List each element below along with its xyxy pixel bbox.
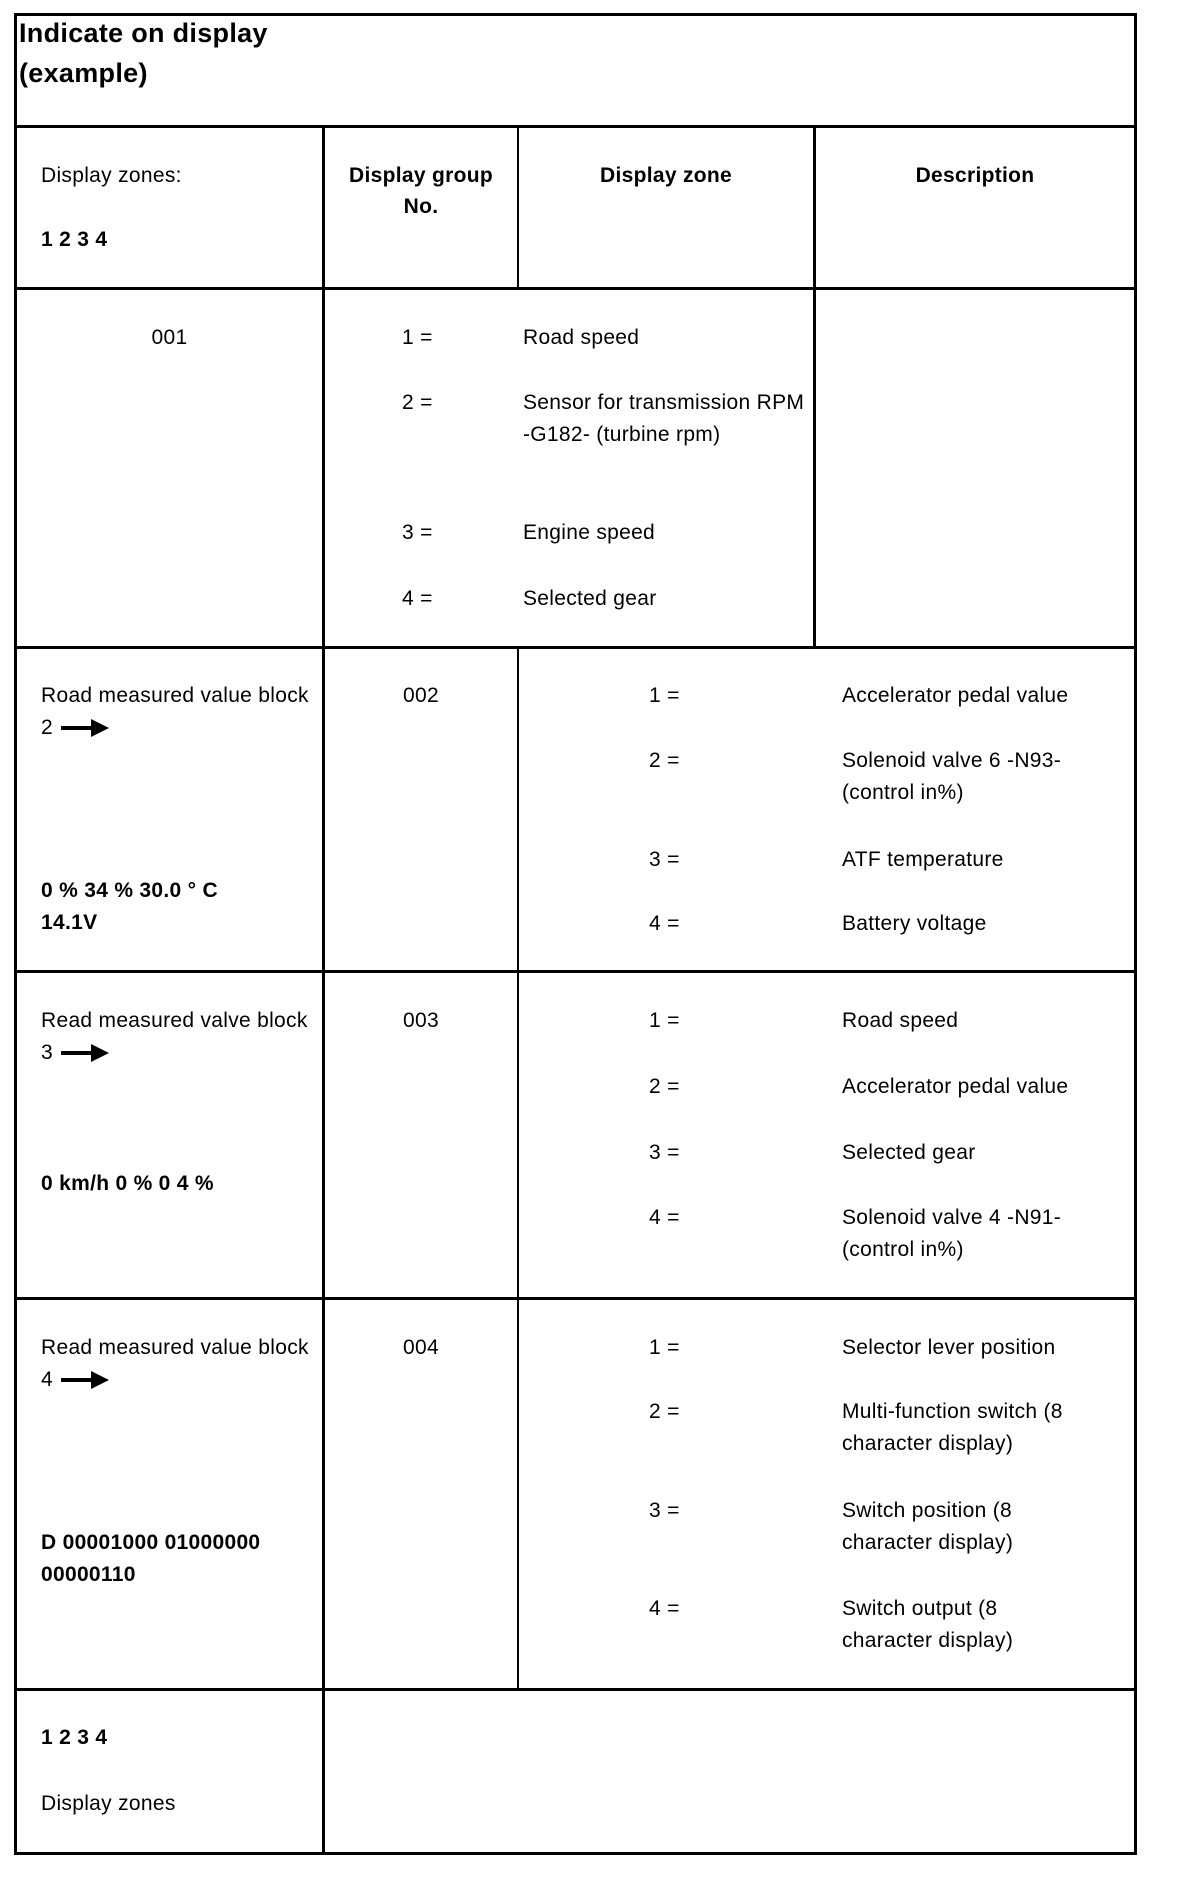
read-block-text: Read measured valve block 3 <box>41 1009 308 1064</box>
header-display-zone: Display zone <box>600 164 732 187</box>
zone-text: Road speed <box>842 1009 959 1032</box>
read-block-label <box>41 680 311 744</box>
row-divider <box>14 125 1137 128</box>
zone-eq: 3 = <box>402 521 433 544</box>
zone-eq: 2 = <box>649 749 680 772</box>
zone-text: Accelerator pedal value <box>842 1075 1069 1098</box>
zone-eq: 3 = <box>649 848 680 871</box>
read-block-label <box>41 1332 311 1396</box>
footer-display-zones-label: Display zones <box>41 1792 176 1815</box>
row-divider <box>14 287 1137 290</box>
zone-eq: 4 = <box>649 912 680 935</box>
arrow-right-icon <box>61 718 109 738</box>
arrow-right-icon <box>61 1370 109 1390</box>
group-number: 002 <box>403 684 439 707</box>
read-block-text: Read measured value block 4 <box>41 1336 309 1391</box>
zone-text: Battery voltage <box>842 912 987 935</box>
table-border-bottom <box>14 1852 1137 1855</box>
zone-text: Accelerator pedal value <box>842 684 1069 707</box>
zone-text: Switch output (8 character display) <box>842 1597 1014 1652</box>
zone-text: Road speed <box>523 326 640 349</box>
zone-eq: 2 = <box>402 391 433 414</box>
title-line: Indicate on display <box>19 18 268 48</box>
header-description: Description <box>915 164 1035 187</box>
zone-text: Selected gear <box>842 1141 976 1164</box>
header-text: Display group <box>349 164 493 187</box>
column-divider <box>813 126 816 647</box>
title-line: (example) <box>19 58 148 88</box>
zone-eq: 1 = <box>649 1009 680 1032</box>
measured-value: 0 % 34 % 30.0 ° C 14.1V <box>41 879 218 934</box>
zone-eq: 1 = <box>402 326 433 349</box>
zone-text: Solenoid valve 6 -N93- (control in%) <box>842 749 1062 804</box>
table-title <box>19 13 268 93</box>
read-block-text: Road measured value block 2 <box>41 684 309 739</box>
zone-eq: 2 = <box>649 1400 680 1423</box>
zone-text: Multi-function switch (8 character display) <box>842 1400 1063 1455</box>
group-number: 003 <box>403 1009 439 1032</box>
zone-eq: 3 = <box>649 1499 680 1522</box>
zone-text: Engine speed <box>523 521 656 544</box>
row-divider <box>14 1688 1137 1691</box>
group-number: 001 <box>151 326 188 349</box>
zone-text: ATF temperature <box>842 848 1004 871</box>
zone-eq: 1 = <box>649 684 680 707</box>
column-divider <box>322 126 325 1854</box>
zone-eq: 1 = <box>649 1336 680 1359</box>
header-text: No. <box>403 195 439 218</box>
measured-value: D 00001000 01000000 00000110 <box>41 1531 261 1586</box>
arrow-right-icon <box>61 1043 109 1063</box>
header-display-zones-numbers: 1 2 3 4 <box>41 228 108 251</box>
row-divider <box>14 970 1137 973</box>
zone-text: Selector lever position <box>842 1336 1056 1359</box>
row-divider <box>14 1297 1137 1300</box>
zone-eq: 2 = <box>649 1075 680 1098</box>
header-display-zones-label: Display zones: <box>41 164 182 187</box>
footer-display-zones-numbers: 1 2 3 4 <box>41 1726 108 1749</box>
zone-text: Solenoid valve 4 -N91- (control in%) <box>842 1206 1062 1261</box>
group-number: 004 <box>403 1336 439 1359</box>
column-divider <box>517 126 519 288</box>
column-divider <box>517 647 519 1689</box>
zone-eq: 4 = <box>649 1597 680 1620</box>
zone-text: Sensor for transmission RPM -G182- (turbine rpm) <box>523 391 805 446</box>
zone-text: Switch position (8 character display) <box>842 1499 1014 1554</box>
header-display-group-no <box>325 160 517 222</box>
read-block-label <box>41 1005 311 1069</box>
zone-text: Selected gear <box>523 587 657 610</box>
measured-value: 0 km/h 0 % 0 4 % <box>41 1172 214 1195</box>
zone-eq: 4 = <box>649 1206 680 1229</box>
row-divider <box>14 646 1137 649</box>
zone-eq: 3 = <box>649 1141 680 1164</box>
zone-eq: 4 = <box>402 587 433 610</box>
